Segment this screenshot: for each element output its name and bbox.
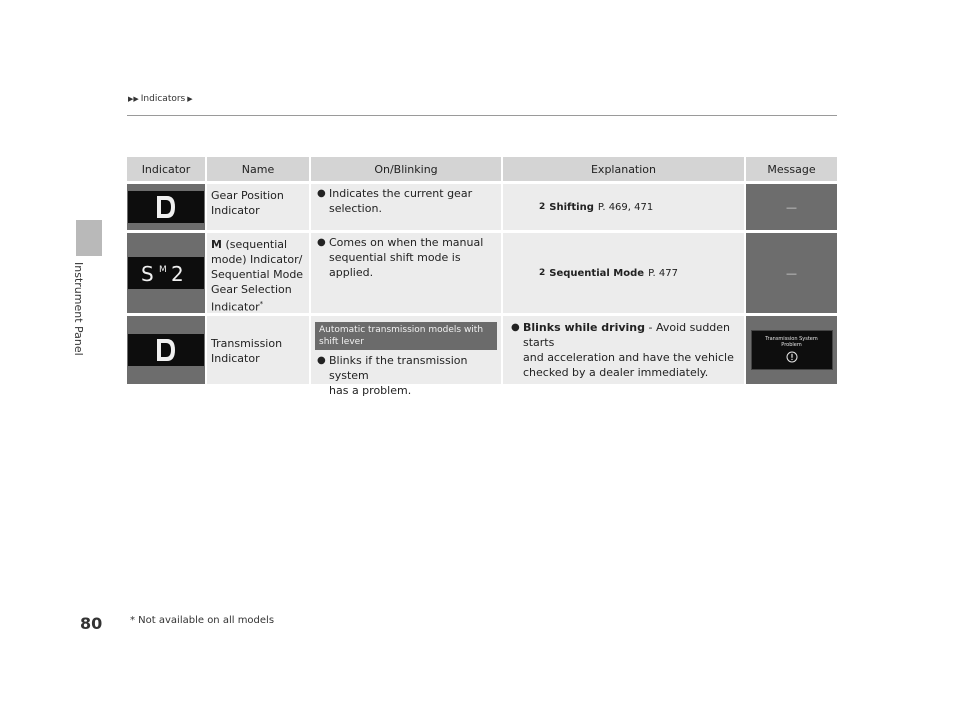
explanation-line: checked by a dealer immediately. — [523, 366, 709, 379]
on-blinking-line: Comes on when the manual — [329, 236, 484, 249]
gear-d-icon — [128, 191, 204, 223]
svg-text:2: 2 — [171, 262, 184, 286]
sequential-s-m2-icon — [128, 257, 204, 289]
bullet-item — [509, 320, 738, 380]
bullet-icon: ● — [317, 237, 326, 248]
svg-text:S: S — [141, 262, 154, 286]
explanation-cell — [503, 233, 746, 313]
table-header — [127, 157, 837, 181]
message-cell — [746, 184, 837, 230]
bullet-icon: ● — [511, 322, 520, 333]
transmission-warning-icon — [128, 334, 204, 366]
on-blinking-cell — [311, 233, 503, 313]
name-bold: M — [211, 238, 222, 251]
breadcrumb-arrow-icon: ▶ — [187, 95, 193, 103]
name-text: Indicator — [211, 300, 260, 314]
chip-line: Automatic transmission models with — [319, 325, 484, 335]
breadcrumb — [128, 94, 193, 104]
asterisk: * — [259, 300, 264, 308]
reference-arrow-icon: 2 — [539, 201, 546, 212]
bullet-icon: ● — [317, 355, 326, 366]
chip-line: shift lever — [319, 337, 364, 347]
explanation-line: and acceleration and have the vehicle — [523, 351, 734, 364]
explanation-cell — [503, 316, 746, 384]
on-blinking-cell — [311, 184, 503, 230]
table-row — [127, 316, 837, 397]
name-line — [211, 237, 305, 252]
explanation-bold: Blinks while driving — [523, 321, 645, 334]
on-blinking-line: Indicates the current gear — [329, 187, 473, 200]
page-number: 80 — [80, 614, 103, 633]
on-blinking-line: selection. — [329, 202, 382, 215]
name-line: Gear Selection — [211, 283, 292, 296]
name-line: Indicator — [211, 352, 260, 365]
indicator-table — [127, 157, 837, 397]
explanation-cell — [503, 184, 746, 230]
message-cell — [746, 316, 837, 384]
on-blinking-line: sequential shift mode is applied. — [329, 251, 461, 279]
reference-link[interactable] — [539, 200, 653, 215]
table-row — [127, 184, 837, 230]
message-cell — [746, 233, 837, 313]
message-line: Transmission System — [765, 336, 818, 342]
reference-title: Sequential Mode — [549, 267, 645, 279]
on-blinking-line: Blinks if the transmission system — [329, 354, 468, 382]
name-cell — [207, 184, 311, 230]
explanation-text: - Avoid sudden starts — [523, 321, 731, 349]
name-line: Gear Position — [211, 189, 284, 202]
name-text: (sequential — [225, 238, 288, 251]
name-line: mode) Indicator/ — [211, 253, 303, 266]
indicator-cell — [127, 316, 207, 384]
on-blinking-line: has a problem. — [329, 384, 412, 397]
explanation-line — [523, 320, 738, 350]
reference-link[interactable] — [539, 266, 678, 281]
column-header: Message — [767, 162, 816, 176]
name-cell — [207, 316, 311, 384]
message-dash: — — [786, 200, 797, 214]
name-line: Sequential Mode — [211, 268, 304, 281]
footnote: * Not available on all models — [130, 615, 275, 626]
bullet-item — [315, 353, 497, 398]
message-screen — [751, 330, 833, 370]
column-header: Indicator — [127, 157, 207, 181]
name-cell — [207, 233, 311, 313]
on-blinking-cell — [311, 316, 503, 397]
breadcrumb-arrow-icon: ▶▶ — [128, 95, 139, 103]
side-label: Instrument Panel — [72, 262, 85, 356]
section-tab — [76, 220, 102, 256]
message-dash: — — [786, 266, 797, 280]
column-header: On/Blinking — [311, 157, 503, 181]
reference-arrow-icon: 2 — [539, 267, 546, 278]
reference-title: Shifting — [549, 201, 594, 213]
reference-page: P. 469, 471 — [597, 201, 654, 213]
name-line — [211, 297, 305, 315]
table-row — [127, 233, 837, 313]
breadcrumb-section[interactable]: Indicators — [140, 94, 186, 104]
header-rule — [127, 115, 837, 116]
model-applicability-chip — [315, 322, 497, 350]
column-header: Explanation — [503, 157, 746, 181]
reference-page: P. 477 — [648, 267, 678, 279]
name-line: Indicator — [211, 204, 260, 217]
indicator-cell — [127, 233, 207, 313]
message-line: Problem — [781, 342, 802, 348]
bullet-item — [315, 186, 497, 216]
bullet-icon: ● — [317, 188, 326, 199]
column-header: Name — [207, 157, 311, 181]
bullet-item — [315, 235, 497, 280]
svg-text:M: M — [159, 265, 167, 275]
indicator-cell — [127, 184, 207, 230]
gear-warning-icon — [785, 350, 799, 364]
name-line: Transmission — [211, 337, 283, 350]
